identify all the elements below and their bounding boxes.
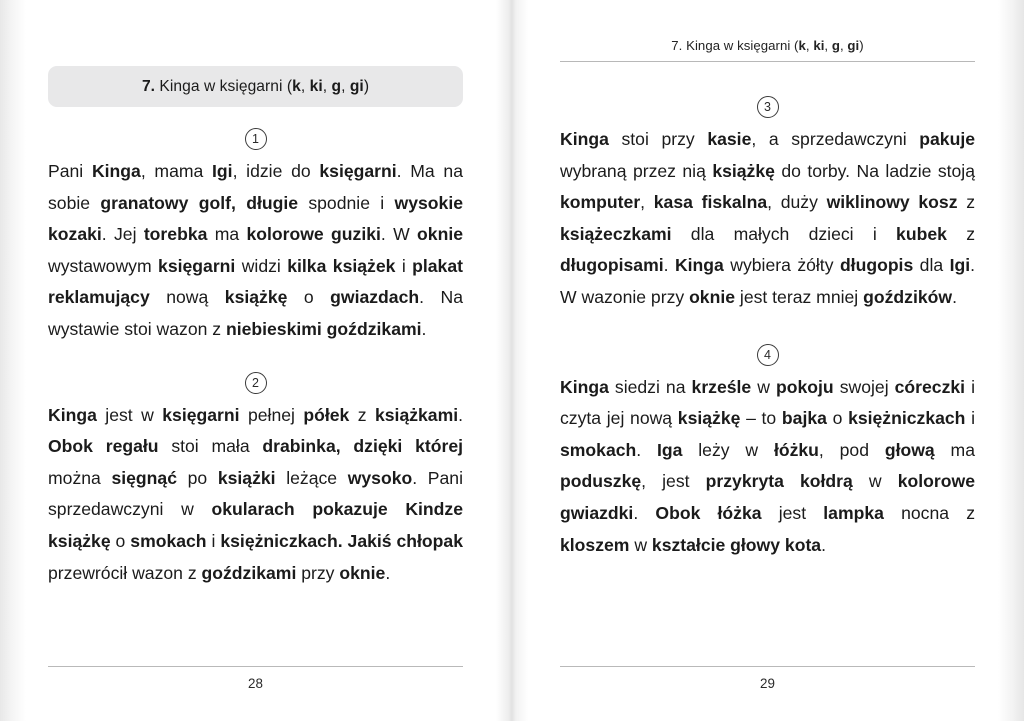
- running-header: [560, 38, 975, 62]
- paragraph-text-4: Kinga siedzi na krześle w pokoju swojej córeczki i czyta jej nową książkę – to bajka o księżniczkach i smokach. Iga leży w łóżku, pod głową ma poduszkę, jest przykryta kołdrą w kolorowe gwiazdki. Obok łóżka jest lampka nocna z kloszem w kształcie głowy kota.: [560, 376, 976, 555]
- paragraph-marker-1: [48, 128, 463, 150]
- paragraph-marker-4: [560, 344, 975, 366]
- paragraph-block-3: [560, 96, 975, 314]
- paragraph-marker-2: [48, 372, 463, 394]
- page-number: 29: [760, 676, 775, 691]
- paragraph-number-circle: 1: [245, 128, 267, 150]
- paragraph-marker-3: [560, 96, 975, 118]
- paragraph-block-4: [560, 344, 975, 562]
- paragraph-text-1: Pani Kinga, mama Igi, idzie do księgarni. Ma na sobie granatowy golf, długie spodnie i wysokie kozaki. Jej torebka ma kolorowe guziki. W oknie wystawowym księgarni widzi kilka książek i plakat reklamujący nową książkę o gwiazdach. Na wystawie stoi wazon z niebieskimi goździkami.: [48, 161, 464, 339]
- right-page-content: [560, 96, 975, 561]
- paragraph-number-circle: 3: [757, 96, 779, 118]
- paragraph-number-circle: 4: [757, 344, 779, 366]
- section-title-banner: [48, 66, 463, 107]
- paragraph-number-circle: 2: [245, 372, 267, 394]
- paragraph-text-2: Kinga jest w księgarni pełnej półek z książkami. Obok regału stoi mała drabinka, dzięki której można sięgnąć po książki leżące wysoko. Pani sprzedawczyni w okularach pokazuje Kindze książkę o smokach i księżniczkach. Jakiś chłopak przewrócił wazon z goździkami przy oknie.: [48, 404, 464, 583]
- right-page-footer: [560, 666, 975, 693]
- page-number: 28: [248, 676, 263, 691]
- running-header-rule: [560, 61, 975, 62]
- running-header-text: 7. Kinga w księgarni (k, ki, g, gi): [671, 38, 864, 53]
- footer-rule: [560, 666, 975, 667]
- paragraph-text-3: Kinga stoi przy kasie, a sprzedawczyni pakuje wybraną przez nią książkę do torby. Na ladzie stoją komputer, kasa fiskalna, duży wiklinowy kosz z książeczkami dla małych dzieci i kubek z długopisami. Kinga wybiera żółty długopis dla Igi. W wazonie przy oknie jest teraz mniej goździków.: [560, 129, 975, 307]
- paragraph-block-2: [48, 372, 463, 590]
- footer-rule: [48, 666, 463, 667]
- page-right: [512, 0, 1024, 721]
- paragraph-block-1: [48, 128, 463, 346]
- left-page-footer: [48, 666, 463, 693]
- left-page-content: [48, 128, 463, 589]
- section-title-text: 7. Kinga w księgarni (k, ki, g, gi): [141, 77, 370, 95]
